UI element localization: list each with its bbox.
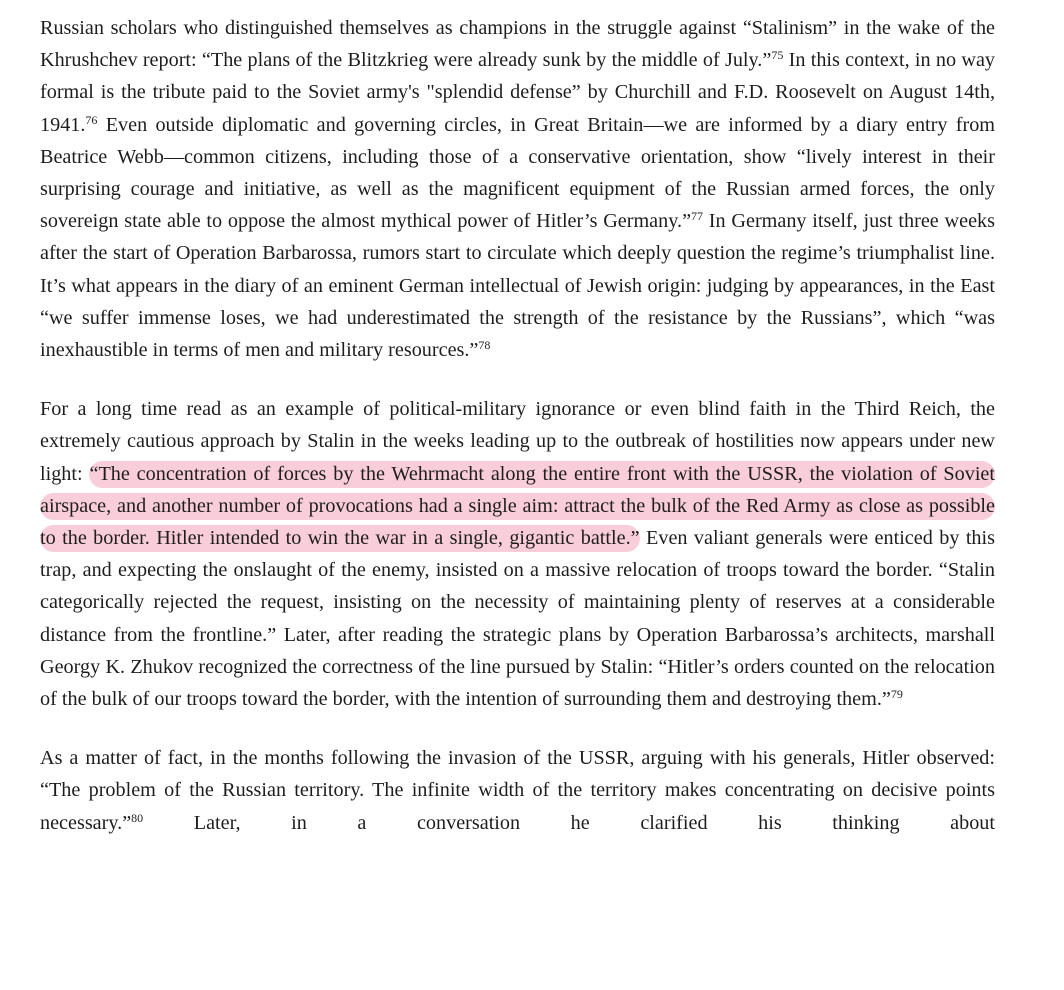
footnote-ref-75[interactable]: 75: [771, 48, 784, 63]
footnote-ref-77[interactable]: 77: [691, 209, 704, 224]
document-page: [40, 12, 995, 839]
paragraph-2: [40, 393, 995, 715]
paragraph-1-text-3: Even outside diplomatic and governing circles, in Great Britain—we are informed by a diary entry from Beatrice Webb—common citizens, including those of a conservative orientation, show “lively interest in their surprising courage and initiative, as well as the magnificent equipment of the Russian armed forces, the only sovereign state able to oppose the almost mythical power of Hitler’s Germany.”: [40, 113, 995, 233]
highlighted-quote: “The concentration of forces by the Wehrmacht along the entire front with the USSR, the violation of Soviet airspace, and another number of provocations had a single aim: attract the bulk of the Red Army as close as possible to the border. Hitler intended to win the war in a single, gigantic battle.”: [40, 461, 995, 552]
paragraph-1: [40, 12, 995, 366]
paragraph-1-text-1: Russian scholars who distinguished themselves as champions in the struggle against “Stalinism” in the wake of the Khrushchev report: “The plans of the Blitzkrieg were already sunk by the middle of July.”: [40, 17, 995, 72]
paragraph-1-text-2: In this context, in no way formal is the tribute paid to the Soviet army's "splendid defense” by Churchill and F.D. Roosevelt on August 14th, 1941.: [40, 49, 995, 136]
footnote-ref-76[interactable]: 76: [85, 112, 98, 127]
paragraph-2-text-1: For a long time read as an example of political-military ignorance or even blind faith in the Third Reich, the extremely cautious approach by Stalin in the weeks leading up to the outbreak of hostilities now appears under new light:: [40, 398, 995, 485]
paragraph-3: [40, 742, 995, 839]
paragraph-3-text-1: As a matter of fact, in the months following the invasion of the USSR, arguing with his generals, Hitler observed: “The problem of the Russian territory. The infinite width of the territory makes concentrating on decisive points necessary.”: [40, 747, 995, 834]
footnote-ref-78[interactable]: 78: [478, 338, 491, 353]
footnote-ref-79[interactable]: 79: [890, 687, 903, 702]
paragraph-1-text-4: In Germany itself, just three weeks after the start of Operation Barbarossa, rumors start to circulate which deeply question the regime’s triumphalist line. It’s what appears in the diary of an eminent German intellectual of Jewish origin: judging by appearances, in the East “we suffer immense loses, we had underestimated the strength of the resistance by the Russians”, which “was inexhaustible in terms of men and military resources.”: [40, 210, 995, 362]
paragraph-2-text-2: Even valiant generals were enticed by this trap, and expecting the onslaught of the enemy, insisted on a massive relocation of troops toward the border. “Stalin categorically rejected the request, insisting on the necessity of maintaining plenty of reserves at a considerable distance from the frontline.” Later, after reading the strategic plans by Operation Barbarossa’s architects, marshall Georgy K. Zhukov recognized the correctness of the line pursued by Stalin: “Hitler’s orders counted on the relocation of the bulk of our troops toward the border, with the intention of surrounding them and destroying them.”: [40, 527, 995, 711]
footnote-ref-80[interactable]: 80: [131, 810, 144, 825]
paragraph-3-text-2: Later, in a conversation he clarified his thinking about: [143, 811, 995, 834]
